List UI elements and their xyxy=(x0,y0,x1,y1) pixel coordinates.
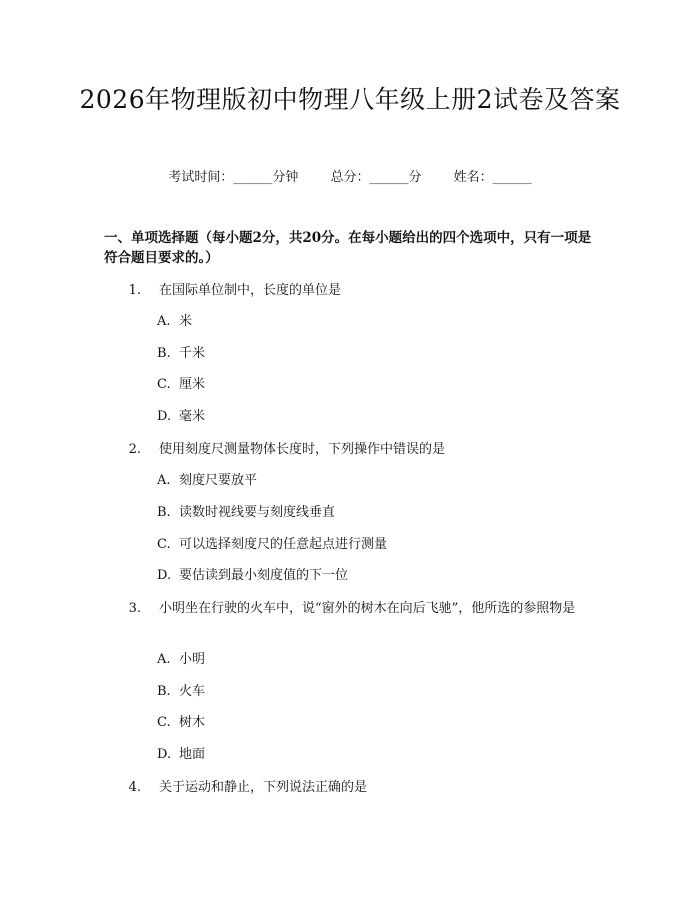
option-2d: D. 要估读到最小刻度值的下一位 xyxy=(157,568,349,583)
question-number: 1. xyxy=(128,283,141,298)
question-text: 小明坐在行驶的火车中，说“窗外的树木在向后飞驰”，他所选的参照物是 xyxy=(159,601,576,616)
question-4 xyxy=(104,779,604,797)
option-3c: C. 树木 xyxy=(157,715,206,730)
question-text: 在国际单位制中，长度的单位是 xyxy=(159,283,342,298)
page-title: 2026年物理版初中物理八年级上册2试卷及答案 xyxy=(79,85,621,114)
exam-meta xyxy=(0,166,700,185)
question-1 xyxy=(104,282,604,300)
student-name: 姓名：______ xyxy=(453,170,532,185)
question-2 xyxy=(104,441,604,459)
option-1c: C. 厘米 xyxy=(157,377,206,392)
section-heading: 一、单项选择题（每小题2分，共20分。在每小题给出的四个选项中，只有一项是符合题目要求的。） xyxy=(104,230,592,266)
option-3a: A. 小明 xyxy=(157,652,206,667)
question-3 xyxy=(104,600,604,618)
exam-time: 考试时间：______分钟 xyxy=(168,170,299,185)
option-3d: D. 地面 xyxy=(157,747,206,762)
option-1a: A. 米 xyxy=(157,314,193,329)
option-1b: B. 千米 xyxy=(157,346,206,361)
question-number: 4. xyxy=(128,780,141,795)
question-number: 2. xyxy=(128,442,141,457)
option-2c: C. 可以选择刻度尺的任意起点进行测量 xyxy=(157,537,388,552)
option-1d: D. 毫米 xyxy=(157,409,206,424)
option-2a: A. 刻度尺要放平 xyxy=(157,473,258,488)
option-2b: B. 读数时视线要与刻度线垂直 xyxy=(157,505,336,520)
option-3b: B. 火车 xyxy=(157,684,206,699)
question-text: 使用刻度尺测量物体长度时，下列操作中错误的是 xyxy=(159,442,446,457)
question-number: 3. xyxy=(128,601,141,616)
exam-score: 总分：______分 xyxy=(330,170,422,185)
question-text: 关于运动和静止，下列说法正确的是 xyxy=(159,780,368,795)
